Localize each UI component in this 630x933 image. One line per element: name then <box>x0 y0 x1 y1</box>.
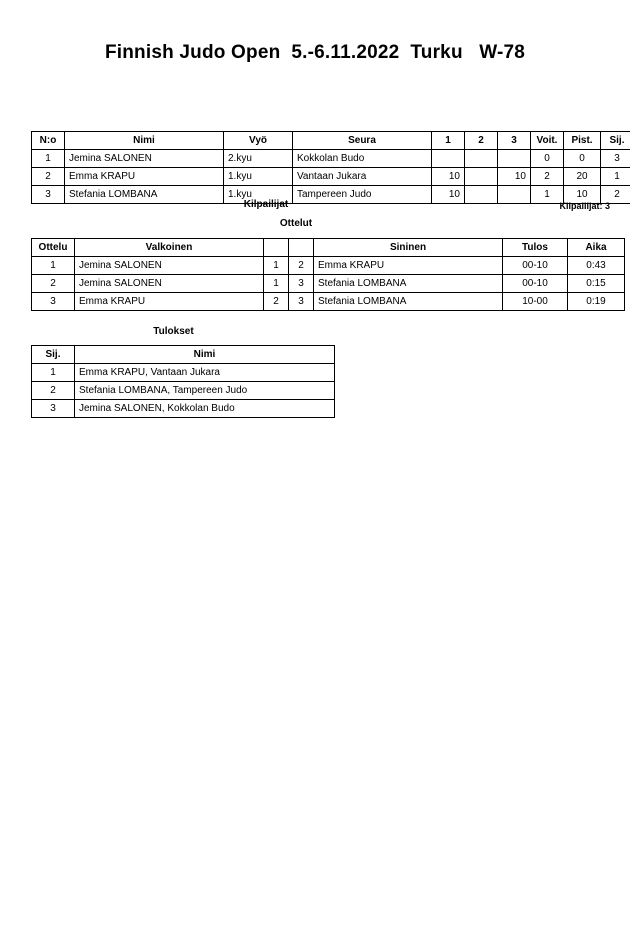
col-header-match-no: Ottelu <box>32 239 75 257</box>
cell-wins: 2 <box>531 168 564 186</box>
cell-name: Jemina SALONEN, Kokkolan Budo <box>75 400 335 418</box>
table-header-row <box>32 239 625 257</box>
table-row <box>32 293 625 311</box>
col-header-club: Seura <box>293 132 432 150</box>
cell-name: Emma KRAPU, Vantaan Jukara <box>75 364 335 382</box>
cell-name: Emma KRAPU <box>65 168 224 186</box>
results-section <box>31 345 335 418</box>
table-row <box>32 257 625 275</box>
col-header-name: Nimi <box>75 346 335 364</box>
results-caption: Tulokset <box>31 326 316 337</box>
col-header-match3: 3 <box>498 132 531 150</box>
table-row <box>32 168 630 186</box>
cell-rank: 2 <box>32 382 75 400</box>
cell-no: 3 <box>32 186 65 204</box>
cell-seed2: 2 <box>289 257 314 275</box>
cell-blue: Stefania LOMBANA <box>314 293 503 311</box>
cell-seed2: 3 <box>289 293 314 311</box>
cell-rank: 1 <box>601 168 630 186</box>
cell-name: Stefania LOMBANA <box>65 186 224 204</box>
cell-no: 1 <box>32 150 65 168</box>
cell-match1: 10 <box>432 186 465 204</box>
col-header-seed2 <box>289 239 314 257</box>
cell-seed2: 3 <box>289 275 314 293</box>
cell-result: 00-10 <box>503 257 568 275</box>
cell-rank: 3 <box>601 150 630 168</box>
cell-match2 <box>465 168 498 186</box>
matches-caption: Ottelut <box>31 218 561 229</box>
cell-result: 00-10 <box>503 275 568 293</box>
cell-match1: 10 <box>432 168 465 186</box>
table-row <box>32 364 335 382</box>
table-row <box>32 150 630 168</box>
col-header-match2: 2 <box>465 132 498 150</box>
table-row <box>32 275 625 293</box>
competitors-section <box>31 131 630 204</box>
cell-match-no: 2 <box>32 275 75 293</box>
competitors-caption: Kilpailijat <box>31 199 501 210</box>
col-header-wins: Voit. <box>531 132 564 150</box>
matches-table <box>31 238 625 311</box>
page-title: Finnish Judo Open 5.-6.11.2022 Turku W-78 <box>0 42 630 64</box>
cell-white: Jemina SALONEN <box>75 257 264 275</box>
cell-seed1: 1 <box>264 275 289 293</box>
table-row <box>32 382 335 400</box>
table-header-row <box>32 346 335 364</box>
cell-result: 10-00 <box>503 293 568 311</box>
col-header-belt: Vyö <box>224 132 293 150</box>
cell-white: Jemina SALONEN <box>75 275 264 293</box>
cell-wins: 1 <box>531 186 564 204</box>
col-header-points: Pist. <box>564 132 601 150</box>
cell-match-no: 1 <box>32 257 75 275</box>
cell-match-no: 3 <box>32 293 75 311</box>
table-header-row <box>32 132 630 150</box>
cell-seed1: 1 <box>264 257 289 275</box>
cell-match2 <box>465 150 498 168</box>
cell-match3 <box>498 186 531 204</box>
cell-time: 0:43 <box>568 257 625 275</box>
table-row <box>32 400 335 418</box>
col-header-rank: Sij. <box>32 346 75 364</box>
cell-name: Jemina SALONEN <box>65 150 224 168</box>
cell-club: Kokkolan Budo <box>293 150 432 168</box>
cell-belt: 2.kyu <box>224 150 293 168</box>
cell-seed1: 2 <box>264 293 289 311</box>
cell-white: Emma KRAPU <box>75 293 264 311</box>
cell-no: 2 <box>32 168 65 186</box>
cell-time: 0:19 <box>568 293 625 311</box>
col-header-white: Valkoinen <box>75 239 264 257</box>
cell-club: Tampereen Judo <box>293 186 432 204</box>
competitors-table <box>31 131 630 204</box>
cell-match1 <box>432 150 465 168</box>
cell-blue: Emma KRAPU <box>314 257 503 275</box>
col-header-no: N:o <box>32 132 65 150</box>
cell-wins: 0 <box>531 150 564 168</box>
document-page <box>0 42 630 933</box>
results-table <box>31 345 335 418</box>
cell-name: Stefania LOMBANA, Tampereen Judo <box>75 382 335 400</box>
cell-time: 0:15 <box>568 275 625 293</box>
cell-rank: 2 <box>601 186 630 204</box>
cell-club: Vantaan Jukara <box>293 168 432 186</box>
cell-rank: 3 <box>32 400 75 418</box>
cell-points: 10 <box>564 186 601 204</box>
cell-points: 0 <box>564 150 601 168</box>
cell-match3: 10 <box>498 168 531 186</box>
competitors-count: Kilpailijat: 3 <box>559 201 610 211</box>
matches-section <box>31 238 625 311</box>
col-header-match1: 1 <box>432 132 465 150</box>
col-header-rank: Sij. <box>601 132 630 150</box>
col-header-result: Tulos <box>503 239 568 257</box>
cell-rank: 1 <box>32 364 75 382</box>
cell-belt: 1.kyu <box>224 168 293 186</box>
cell-points: 20 <box>564 168 601 186</box>
cell-belt: 1.kyu <box>224 186 293 204</box>
col-header-blue: Sininen <box>314 239 503 257</box>
col-header-seed1 <box>264 239 289 257</box>
cell-blue: Stefania LOMBANA <box>314 275 503 293</box>
col-header-name: Nimi <box>65 132 224 150</box>
cell-match3 <box>498 150 531 168</box>
col-header-time: Aika <box>568 239 625 257</box>
